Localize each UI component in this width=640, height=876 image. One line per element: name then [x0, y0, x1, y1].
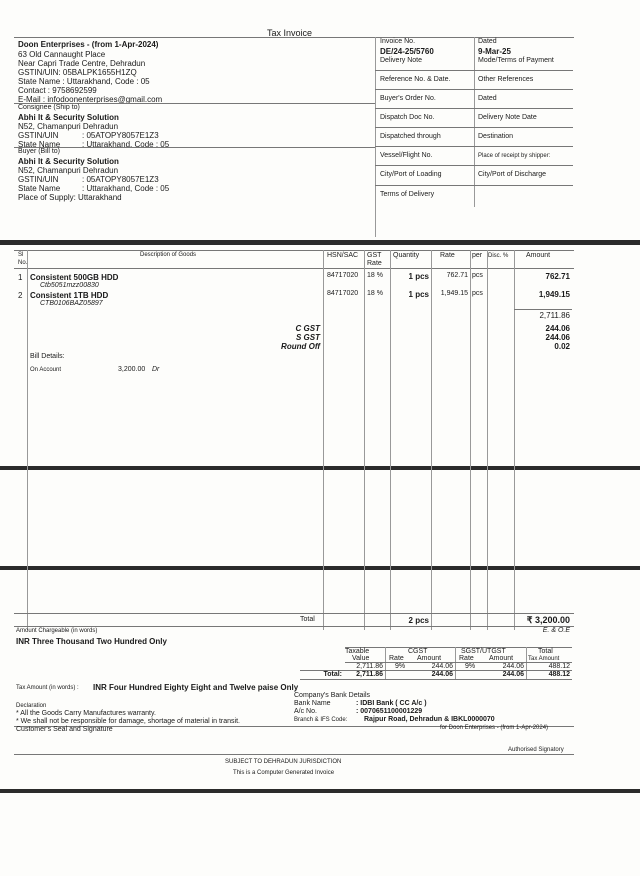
consignee-gstin-label: GSTIN/UIN: [18, 131, 59, 140]
tax-label: Round Off: [281, 342, 320, 351]
delivery-note: Delivery Note: [380, 57, 423, 64]
invoice-no: DE/24-25/5760: [380, 47, 434, 56]
declaration-label: Declaration: [16, 703, 47, 709]
seller-gstin: GSTIN/UIN: 05BALPK1655H1ZQ: [18, 68, 137, 77]
place-receipt: Place of receipt by shipper:: [478, 153, 551, 159]
port-loading: City/Port of Loading: [380, 171, 442, 178]
col-no: No.: [18, 260, 28, 266]
item-sl: 2: [18, 291, 23, 300]
col-disc: Disc. %: [488, 253, 509, 259]
summary-h-rate: Rate: [389, 655, 404, 662]
col-divider: [27, 250, 28, 630]
buyer-gstin-label: GSTIN/UIN: [18, 175, 59, 184]
summary-divider: [455, 647, 456, 679]
item-gst: 18 %: [367, 290, 383, 297]
summary-total-c-amt: 244.06: [431, 671, 453, 678]
summary-total-total: 488.12: [548, 671, 570, 678]
declaration-line: * All the Goods Carry Manufactures warranty.: [16, 710, 156, 717]
summary-h-tax-amount: Tax Amount: [528, 656, 560, 662]
seller-name: Doon Enterprises - (from 1-Apr-2024): [18, 40, 159, 49]
authorised-signatory: Authorised Signatory: [508, 747, 564, 753]
col-per: per: [472, 252, 483, 259]
for-company: for Doon Enterprises - (from 1-Apr-2024): [440, 725, 549, 731]
bank-name: : IDBI Bank ( CC A/c ): [356, 700, 427, 707]
meta-divider: [375, 127, 573, 128]
buyer-label: Buyer (Bill to): [18, 148, 61, 155]
customer-seal: Customer's Seal and Signature: [16, 726, 113, 733]
total-bottom: [14, 626, 574, 627]
tax-label: S GST: [295, 333, 320, 342]
summary-total: 488.12: [548, 663, 570, 670]
item-qty: 1 pcs: [408, 272, 429, 281]
table-top: [14, 250, 574, 251]
amount-words: INR Three Thousand Two Hundred Only: [16, 637, 167, 646]
col-divider: [390, 250, 391, 630]
frame-divider: [474, 37, 475, 207]
summary-c-rate: 9%: [395, 663, 406, 670]
bill-details-label: Bill Details:: [30, 353, 65, 360]
summary-value: 2,711.86: [356, 663, 383, 670]
bank-branch-label: Branch & IFS Code:: [294, 717, 348, 723]
col-divider: [514, 250, 515, 630]
bank-name-label: Bank Name: [294, 700, 331, 707]
col-hsn: HSN/SAC: [327, 252, 359, 259]
summary-total-label: Total:: [323, 671, 342, 678]
seller-email: E-Mail : infodoonenterprises@gmail.com: [18, 95, 163, 104]
summary-bottom: [300, 679, 572, 680]
buyer-name: Abhi It & Security Solution: [18, 157, 119, 166]
summary-h-taxable: Taxable: [345, 648, 370, 655]
tax-amount: 0.02: [554, 342, 570, 351]
consignee-gstin: : 05ATOPY8057E1Z3: [82, 131, 159, 140]
summary-h-sgst: SGST/UTGST: [461, 648, 506, 655]
bill-dr: Dr: [152, 366, 160, 373]
subtotal: 2,711.86: [539, 311, 570, 320]
seller-address: 63 Old Cannaught Place: [18, 50, 106, 59]
bank-ac-label: A/c No.: [294, 708, 317, 715]
buyer-state: : Uttarakhand, Code : 05: [82, 184, 170, 193]
buyer-gstin: : 05ATOPY8057E1Z3: [82, 175, 159, 184]
amount-words-label: Amount Chargeable (in words): [16, 628, 98, 634]
dispatched-through: Dispatched through: [380, 133, 441, 140]
meta-divider: [375, 185, 573, 186]
scan-band: [0, 566, 640, 570]
dated-label: Dated: [478, 38, 497, 45]
col-desc: Description of Goods: [140, 252, 197, 258]
summary-total-value: 2,711.86: [356, 671, 383, 678]
item-rate: 1,949.15: [440, 290, 468, 297]
summary-divider: [526, 647, 527, 679]
summary-c-amt: 244.06: [431, 663, 453, 670]
computer-generated: This is a Computer Generated Invoice: [233, 770, 335, 776]
bill-on-account-amount: 3,200.00: [118, 366, 146, 373]
delivery-note-date: Delivery Note Date: [478, 114, 537, 121]
seller-contact: Contact : 9758692599: [18, 86, 97, 95]
buyer-address: N52, Chamanpuri Dehradun: [18, 166, 119, 175]
reference: Reference No. & Date.: [380, 76, 451, 83]
col-gst: GST: [367, 252, 382, 259]
item-hsn: 84717020: [327, 290, 359, 297]
summary-divider: [385, 647, 386, 679]
consignee-state: : Uttarakhand, Code : 05: [82, 140, 170, 149]
place-of-supply: Place of Supply: Uttarakhand: [18, 193, 122, 202]
header-divider: [14, 268, 574, 269]
summary-total-s-amt: 244.06: [502, 671, 524, 678]
summary-h-cgst: CGST: [408, 648, 428, 655]
consignee-state-label: State Name: [18, 140, 61, 149]
tax-words: INR Four Hundred Eighty Eight and Twelve paise Only: [93, 683, 299, 692]
col-divider: [487, 250, 488, 630]
col-rate: Rate: [440, 252, 455, 259]
item-name: Consistent 1TB HDD: [30, 291, 109, 300]
section-divider: [14, 147, 375, 148]
bill-on-account: On Account: [30, 367, 62, 373]
item-hsn: 84717020: [327, 272, 359, 279]
footer-top: [14, 754, 574, 755]
meta-divider: [375, 165, 573, 166]
dispatch-doc: Dispatch Doc No.: [380, 114, 435, 121]
col-divider: [364, 250, 365, 630]
item-serial: CTB0106BAZ05897: [40, 300, 103, 307]
item-qty: 1 pcs: [408, 290, 429, 299]
col-amount: Amount: [526, 252, 551, 259]
summary-h-amount: Amount: [417, 655, 442, 662]
subtotal-line: [514, 309, 572, 310]
item-sl: 1: [18, 273, 23, 282]
destination: Destination: [478, 133, 514, 140]
item-amount: 762.71: [545, 272, 570, 281]
bank-branch: Rajpur Road, Dehradun & IBKL0000070: [364, 716, 495, 723]
frame-divider: [375, 37, 376, 237]
tax-words-label: Tax Amount (in words) :: [16, 685, 79, 691]
consignee-name: Abhi It & Security Solution: [18, 113, 119, 122]
tax-label: C GST: [295, 324, 320, 333]
summary-s-amt: 244.06: [502, 663, 524, 670]
tax-amount: 244.06: [545, 333, 570, 342]
scan-band: [0, 240, 640, 245]
meta-divider: [375, 89, 573, 90]
jurisdiction: SUBJECT TO DEHRADUN JURISDICTION: [225, 759, 342, 765]
scan-band: [0, 466, 640, 470]
item-per: pcs: [472, 290, 483, 297]
item-gst: 18 %: [367, 272, 383, 279]
page-title: Tax Invoice: [267, 28, 313, 38]
total-label: Total: [300, 616, 315, 623]
buyer-state-label: State Name: [18, 184, 61, 193]
item-rate: 762.71: [446, 272, 468, 279]
seller-address: Near Capri Trade Centre, Dehradun: [18, 59, 146, 68]
summary-h-value: Value: [352, 655, 370, 662]
item-per: pcs: [472, 272, 483, 279]
meta-divider: [375, 146, 573, 147]
summary-h-amount: Amount: [489, 655, 514, 662]
other-ref: Other References: [478, 76, 534, 83]
summary-h-rate: Rate: [459, 655, 474, 662]
meta-divider: [375, 70, 573, 71]
col-divider: [431, 250, 432, 630]
bank-label: Company's Bank Details: [294, 692, 371, 699]
summary-h-total: Total: [538, 648, 553, 655]
col-divider: [470, 250, 471, 630]
tax-amount: 244.06: [545, 324, 570, 333]
consignee-label: Consignee (Ship to): [18, 104, 80, 111]
item-serial: Ctb5051mzz00830: [40, 282, 99, 289]
dated2: Dated: [478, 95, 497, 102]
scan-band: [0, 789, 640, 793]
port-discharge: City/Port of Discharge: [478, 171, 547, 178]
total-amount: ₹ 3,200.00: [526, 615, 570, 625]
item-amount: 1,949.15: [538, 290, 570, 299]
col-gst-rate: Rate: [367, 260, 382, 267]
meta-divider: [375, 108, 573, 109]
mode-terms: Mode/Terms of Payment: [478, 57, 554, 64]
total-top: [14, 613, 574, 614]
col-sl: Sl: [18, 252, 24, 258]
item-name: Consistent 500GB HDD: [30, 273, 119, 282]
invoice-no-label: Invoice No.: [380, 38, 416, 45]
invoice-date: 9-Mar-25: [478, 47, 511, 56]
col-qty: Quantity: [393, 252, 420, 259]
summary-s-rate: 9%: [465, 663, 476, 670]
eoe: E. & O.E: [542, 627, 570, 634]
terms-delivery: Terms of Delivery: [380, 191, 435, 198]
buyers-order: Buyer's Order No.: [380, 95, 436, 102]
declaration-line: * We shall not be responsible for damage, shortage of material in transit.: [16, 718, 240, 725]
seller-state: State Name : Uttarakhand, Code : 05: [18, 77, 150, 86]
vessel: Vessel/Flight No.: [380, 152, 433, 159]
col-divider: [323, 250, 324, 630]
total-qty: 2 pcs: [408, 616, 429, 625]
consignee-address: N52, Chamanpuri Dehradun: [18, 122, 119, 131]
bank-ac: : 0070651100001229: [356, 708, 423, 715]
